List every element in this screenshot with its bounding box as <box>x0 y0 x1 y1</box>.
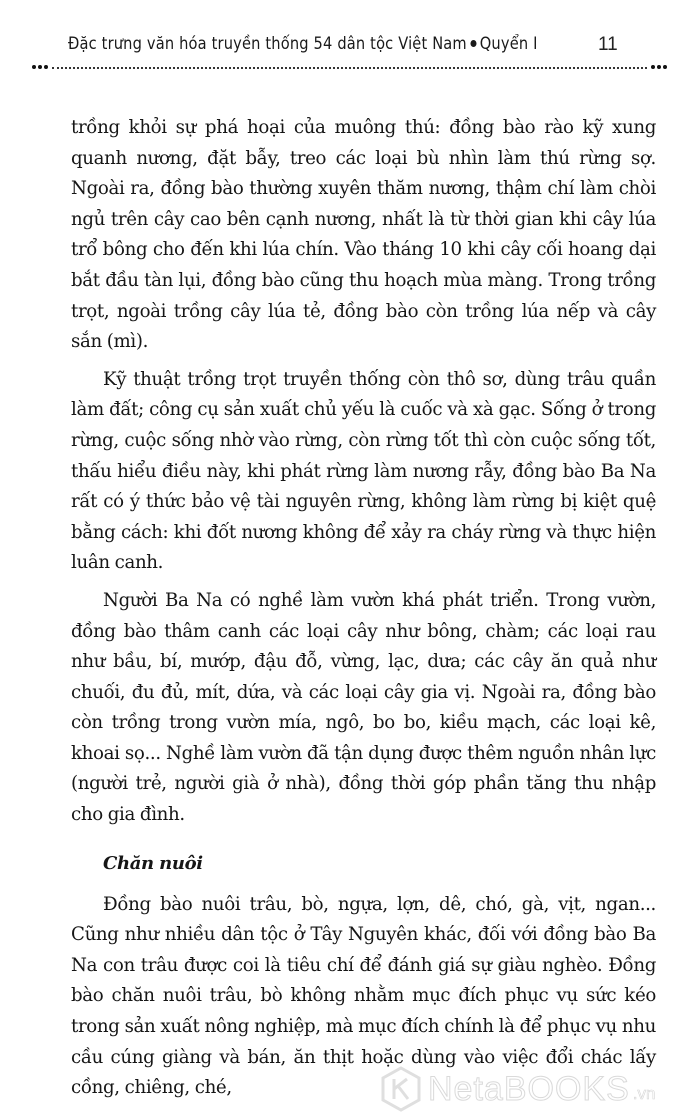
watermark-brand: NetaBOOKS <box>428 1070 630 1108</box>
header-divider <box>32 62 667 72</box>
book-title <box>68 34 538 54</box>
paragraph: Kỹ thuật trồng trọt truyền thống còn thô sơ, dùng trâu quần làm đất; công cụ sản xuất chủ yếu là cuốc và xà gạc. Sống ở trong rừng, cuộc sống nhờ vào rừng, còn rừng tốt thì còn cuộc sống tốt, thấu hiểu điều này, khi phát rừng làm nương rẫy, đồng bào Ba Na rất có ý thức bảo vệ tài nguyên rừng, không làm rừng bị kiệt quệ bằng cách: khi đốt nương không để xảy ra cháy rừng và thực hiện luân canh. <box>71 368 656 574</box>
section-heading: Chăn nuôi <box>103 852 203 874</box>
dotted-rule <box>52 67 647 69</box>
ornament-dots-left-icon <box>32 65 48 69</box>
running-header <box>60 30 640 62</box>
page-number: 11 <box>598 34 618 55</box>
book-volume: Quyển I <box>479 34 538 54</box>
paragraph-continued: trồng khỏi sự phá hoại của muông thú: đồng bào rào kỹ xung quanh nương, đặt bẫy, treo các loại bù nhìn làm thú rừng sợ. Ngoài ra, đồng bào thường xuyên thăm nương, thậm chí làm chòi ngủ trên cây cao bên cạnh nương, nhất là từ thời gian khi cây lúa trổ bông cho đến khi lúa chín. Vào tháng 10 khi cây cối hoang dại bắt đầu tàn lụi, đồng bào cũng thu hoạch mùa màng. Trong trồng trọt, ngoài trồng cây lúa tẻ, đồng bào còn trồng lúa nếp và cây sắn (mì). <box>71 117 656 353</box>
paragraph: Đồng bào nuôi trâu, bò, ngựa, lợn, dê, chó, gà, vịt, ngan... Cũng như nhiều dân tộc ở Tây Nguyên khác, đối với đồng bào Ba Na con trâu được coi là tiêu chí để đánh giá sự giàu nghèo. Đồng bào chăn nuôi trâu, bò không nhằm mục đích phục vụ sức kéo trong sản xuất nông nghiệp, mà mục đích chính là để phục vụ nhu cầu cúng giàng và bán, ăn thịt hoặc dùng vào việc đổi chác lấy cồng, chiêng, ché, <box>71 893 656 1099</box>
ornament-dots-right-icon <box>651 65 667 69</box>
book-title-main: Đặc trưng văn hóa truyền thống 54 dân tộc Việt Nam <box>68 34 467 54</box>
watermark-suffix: .vn <box>632 1084 656 1103</box>
paragraph: Người Ba Na có nghề làm vườn khá phát triển. Trong vườn, đồng bào thâm canh các loại cây như bông, chàm; các loại rau như bầu, bí, mướp, đậu đỗ, vừng, lạc, dưa; các cây ăn quả như chuối, đu đủ, mít, dứa, và các loại cây gia vị. Ngoài ra, đồng bào còn trồng trong vườn mía, ngô, bo bo, kiều mạch, các loại kê, khoai sọ... Nghề làm vườn đã tận dụng được thêm nguồn nhân lực (người trẻ, người già ở nhà), đồng thời góp phần tăng thu nhập cho gia đình. <box>71 589 656 826</box>
bullet-separator-icon <box>470 40 476 47</box>
page-body <box>71 113 656 1111</box>
netabooks-logo-icon <box>380 1066 422 1112</box>
watermark <box>380 1066 655 1112</box>
